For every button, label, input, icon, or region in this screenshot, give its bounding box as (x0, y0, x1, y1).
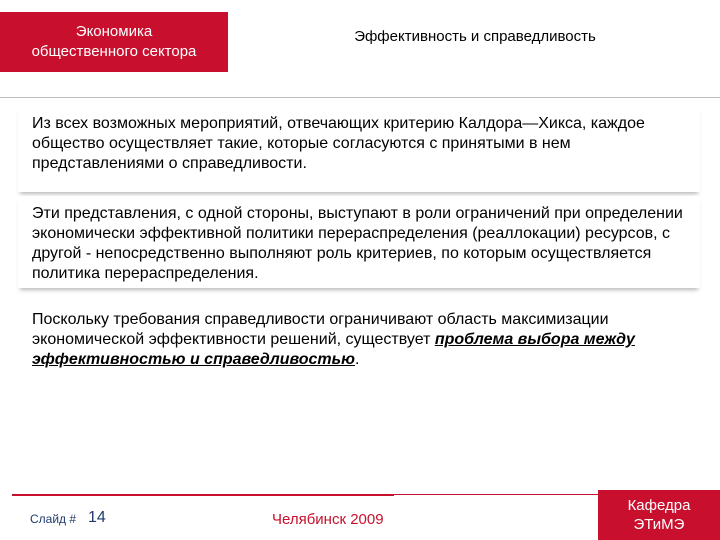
paragraph-2-text: Эти представления, с одной стороны, выступают в роли ограничений при определении экономически эффективной политики перераспределения (реаллокации) ресурсов, с другой - непосредственно выполняют роль критериев, по которым осуществляется политика перераспределения. (32, 205, 683, 282)
content-paragraph-1 (18, 106, 700, 192)
paragraph-3-emphasis: проблема выбора между эффективностью и справедливостью (32, 331, 635, 368)
slide-number-value: 14 (88, 509, 106, 526)
department-line1: Кафедра (627, 497, 691, 514)
footer-divider-left (12, 494, 394, 496)
course-title-line1: Экономика (75, 23, 153, 40)
footer-divider-right (394, 494, 598, 495)
paragraph-3-text: Поскольку требования справедливости ограничивают область максимизации экономической эффективности решений, существует (32, 311, 609, 348)
slide-title: Эффективность и справедливость (354, 27, 596, 45)
course-title-line2: общественного сектора (31, 43, 197, 60)
department-box (598, 490, 720, 540)
header-divider (0, 97, 720, 98)
department-line2: ЭТиМЭ (633, 516, 685, 533)
footer-city-year: Челябинск 2009 (272, 511, 384, 528)
paragraph-3-end: . (354, 351, 360, 368)
content-paragraph-2 (18, 196, 700, 288)
course-title-box (0, 12, 228, 72)
paragraph-1-text: Из всех возможных мероприятий, отвечающих критерию Калдора—Хикса, каждое общество осуществляет такие, которые согласуются с принятыми в нем представлениями о справедливости. (32, 115, 645, 172)
content-paragraph-3 (18, 302, 700, 384)
slide-number-label: Слайд # (30, 512, 77, 526)
